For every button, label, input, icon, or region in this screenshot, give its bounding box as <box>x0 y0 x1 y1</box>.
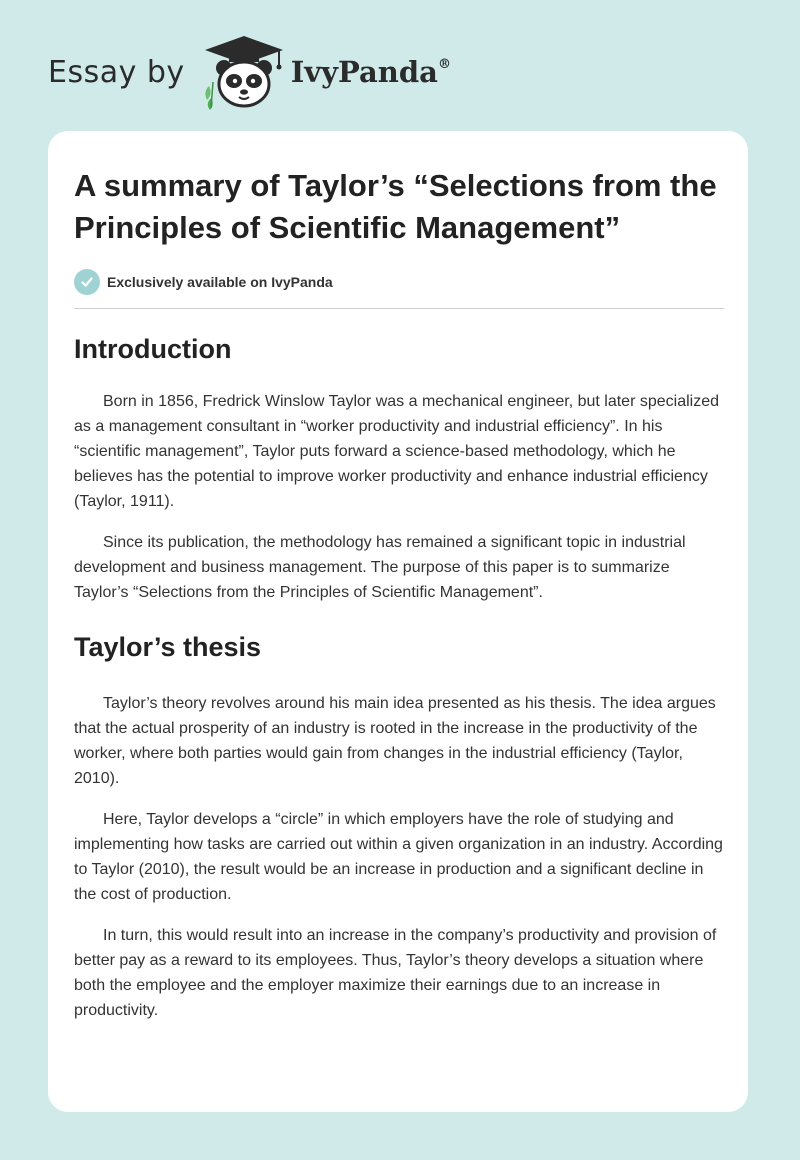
paragraph: Born in 1856, Fredrick Winslow Taylor was a mechanical engineer, but later specialized as a management consultant in “worker productivity and industrial efficiency”. In his “scientific management”, Taylor puts forward a science-based methodology, which he believes has the potential to improve worker productivity and enhance industrial efficiency (Taylor, 1911). <box>74 393 720 510</box>
divider <box>74 308 724 309</box>
section-introduction <box>74 331 724 605</box>
essay-content <box>74 165 724 1023</box>
panda-logo-icon[interactable] <box>199 34 289 110</box>
exclusive-badge-text: Exclusively available on IvyPanda <box>107 274 333 290</box>
site-header <box>48 34 451 110</box>
check-circle-icon <box>74 269 100 295</box>
section-heading: Taylor’s thesis <box>74 632 262 662</box>
section-heading: Introduction <box>74 334 232 364</box>
section-taylors-thesis <box>74 629 724 1023</box>
paragraph: Taylor’s theory revolves around his main idea presented as his thesis. The idea argues that the actual prosperity of an industry is rooted in the increase in the productivity of the worker, where both parties would gain from changes in the industrial efficiency (Taylor, 2010). <box>74 695 716 787</box>
essay-by-label: Essay by <box>48 54 185 90</box>
exclusive-badge <box>74 268 724 296</box>
essay-card <box>48 131 748 1112</box>
paragraph: Since its publication, the methodology has remained a significant topic in industrial development and business management. The purpose of this paper is to summarize Taylor’s “Selections from the Principles of Scientific Management”. <box>74 534 686 601</box>
paragraph: In turn, this would result into an increase in the company’s productivity and provision of better pay as a reward to its employees. Thus, Taylor’s theory develops a situation where both the employee and the employer maximize their earnings due to an increase in productivity. <box>74 927 717 1019</box>
page-title: A summary of Taylor’s “Selections from the Principles of Scientific Management” <box>74 168 717 245</box>
registered-mark: ® <box>437 57 451 72</box>
brand-name[interactable]: IvyPanda® <box>290 55 451 89</box>
paragraph: Here, Taylor develops a “circle” in which employers have the role of studying and implementing how tasks are carried out within a given organization in an industry. According to Taylor (2010), the result would be an increase in production and a significant decline in the cost of production. <box>74 811 723 903</box>
